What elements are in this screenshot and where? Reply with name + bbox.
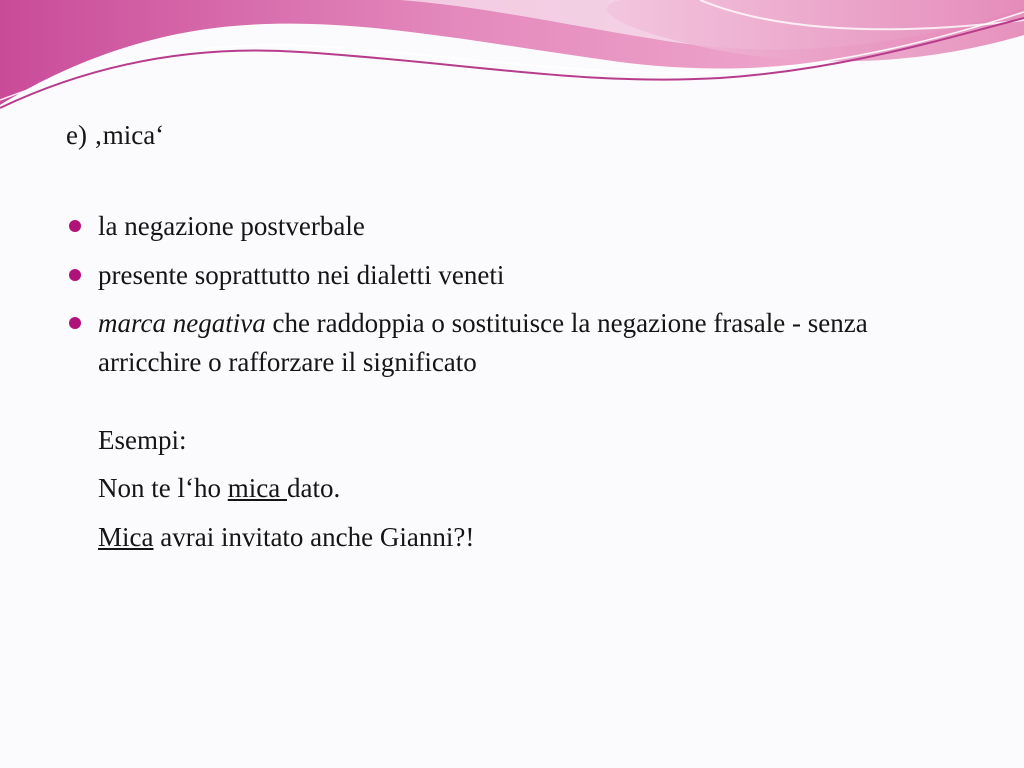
bullet-item	[66, 304, 966, 383]
example-sentence-1	[98, 472, 966, 504]
bullet-dot-icon	[69, 220, 81, 232]
bullet-list	[66, 207, 966, 383]
slide-content	[66, 118, 966, 569]
bullet-item	[66, 207, 966, 246]
example-text: Non te l‘ho	[98, 473, 228, 504]
bullet-text: che raddoppia o sostituisce la negazione frasale - senza arricchire o rafforzare il significato	[98, 307, 868, 378]
example-text: avrai invitato anche Gianni?!	[153, 521, 475, 552]
header-wave-decoration	[0, 0, 1024, 120]
examples-heading: Esempi:	[98, 424, 187, 455]
bullet-text: la negazione postverbale	[98, 211, 365, 242]
examples-block	[98, 424, 966, 553]
bullet-dot-icon	[69, 269, 81, 281]
bullet-dot-icon	[69, 317, 81, 329]
example-sentence-2	[98, 521, 966, 553]
example-underlined-word: mica	[227, 473, 287, 504]
example-underlined-word: Mica	[98, 521, 154, 552]
bullet-text: presente soprattutto nei dialetti veneti	[98, 259, 505, 290]
slide-subtitle: e) ‚mica‘	[66, 120, 165, 150]
example-text: dato.	[286, 473, 341, 504]
bullet-emphasis: marca negativa	[98, 307, 266, 338]
bullet-item	[66, 256, 966, 295]
